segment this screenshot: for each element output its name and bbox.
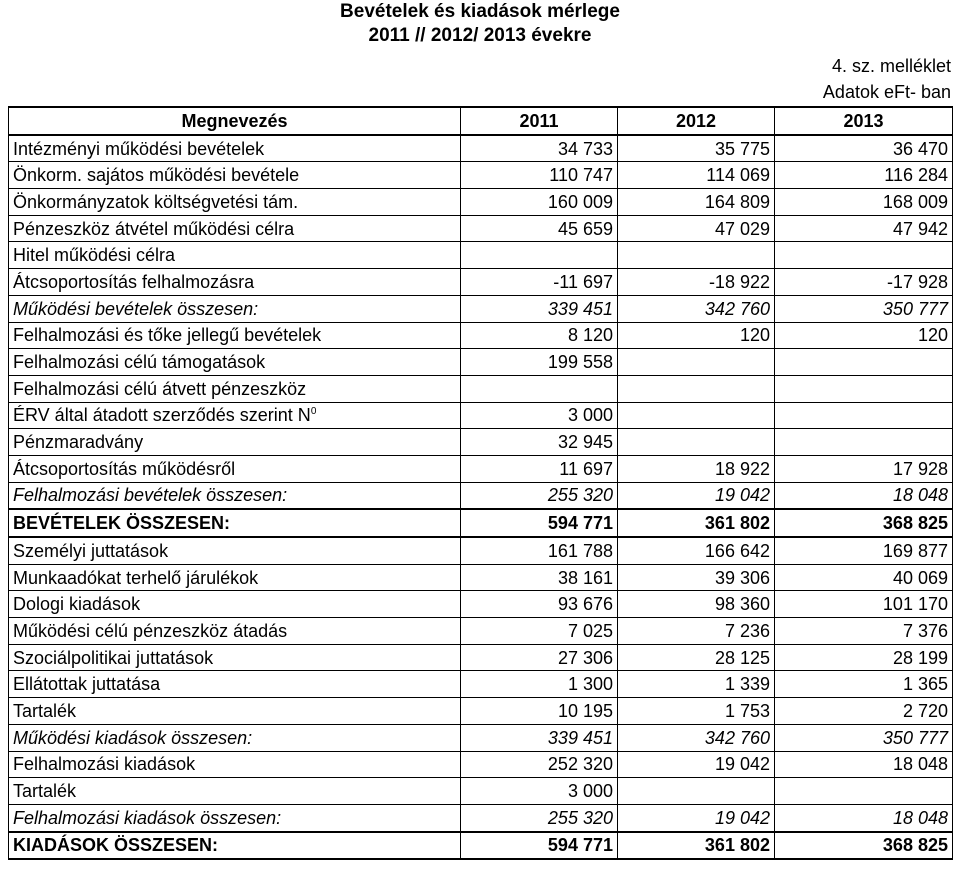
cell-2013 [775, 242, 953, 269]
row-label [9, 751, 461, 778]
cell-2012: 164 809 [618, 189, 775, 216]
cell-2013 [775, 778, 953, 805]
cell-2012: 19 042 [618, 751, 775, 778]
header-name: Megnevezés [9, 107, 461, 135]
row-label [9, 832, 461, 860]
cell-2013: 169 877 [775, 537, 953, 564]
table-row [9, 804, 953, 831]
cell-2013: 168 009 [775, 189, 953, 216]
cell-2012: -18 922 [618, 269, 775, 296]
row-label [9, 295, 461, 322]
cell-2012: 7 236 [618, 618, 775, 645]
table-row [9, 509, 953, 537]
table-row [9, 832, 953, 860]
row-label-text: Felhalmozási kiadások összesen: [13, 807, 282, 828]
cell-2012: 35 775 [618, 135, 775, 162]
row-label-text: Hitel működési célra [13, 245, 176, 266]
row-label [9, 402, 461, 429]
row-label [9, 349, 461, 376]
row-label [9, 564, 461, 591]
table-row [9, 778, 953, 805]
cell-2012 [618, 778, 775, 805]
cell-2011: 7 025 [461, 618, 618, 645]
row-label [9, 618, 461, 645]
table-row [9, 189, 953, 216]
cell-2012: 342 760 [618, 724, 775, 751]
header-2011: 2011 [461, 107, 618, 135]
table-row [9, 429, 953, 456]
row-label-text: Ellátottak juttatása [13, 674, 161, 695]
row-label [9, 724, 461, 751]
cell-2011: -11 697 [461, 269, 618, 296]
cell-2011: 3 000 [461, 402, 618, 429]
cell-2011 [461, 375, 618, 402]
cell-2011: 32 945 [461, 429, 618, 456]
cell-2013: 120 [775, 322, 953, 349]
table-row [9, 215, 953, 242]
row-label [9, 804, 461, 831]
table-row [9, 724, 953, 751]
table-row [9, 322, 953, 349]
cell-2013 [775, 349, 953, 376]
row-label-sup: 0 [310, 406, 317, 418]
table-header-row [9, 107, 953, 135]
row-label-text: Átcsoportosítás felhalmozásra [13, 271, 255, 292]
row-label-text: ÉRV által átadott szerződés szerint N [13, 405, 311, 426]
cell-2012 [618, 402, 775, 429]
row-label-text: Személyi juttatások [13, 540, 169, 561]
cell-2013: 350 777 [775, 295, 953, 322]
table-row [9, 618, 953, 645]
cell-2012: 361 802 [618, 509, 775, 537]
table-row [9, 644, 953, 671]
cell-2013: 1 365 [775, 671, 953, 698]
cell-2012: 28 125 [618, 644, 775, 671]
cell-2011: 199 558 [461, 349, 618, 376]
cell-2011: 1 300 [461, 671, 618, 698]
row-label-text: Tartalék [13, 700, 77, 721]
cell-2012: 114 069 [618, 162, 775, 189]
row-label-text: Felhalmozási célú támogatások [13, 352, 266, 373]
cell-2013 [775, 375, 953, 402]
row-label [9, 455, 461, 482]
cell-2012: 342 760 [618, 295, 775, 322]
row-label-text: Működési kiadások összesen: [13, 727, 253, 748]
document-title: Bevételek és kiadások mérlege [340, 1, 620, 22]
row-label-text: Tartalék [13, 781, 77, 802]
cell-2012 [618, 242, 775, 269]
cell-2013 [775, 429, 953, 456]
row-label-text: Felhalmozási kiadások [13, 754, 196, 775]
cell-2013: 17 928 [775, 455, 953, 482]
cell-2013: 2 720 [775, 698, 953, 725]
cell-2011: 255 320 [461, 482, 618, 509]
cell-2011: 27 306 [461, 644, 618, 671]
cell-2013: 18 048 [775, 482, 953, 509]
cell-2011: 34 733 [461, 135, 618, 162]
cell-2013: 40 069 [775, 564, 953, 591]
cell-2013: 18 048 [775, 804, 953, 831]
cell-2013: 47 942 [775, 215, 953, 242]
cell-2011: 594 771 [461, 832, 618, 860]
cell-2012: 361 802 [618, 832, 775, 860]
table-row [9, 402, 953, 429]
cell-2013: -17 928 [775, 269, 953, 296]
cell-2013: 101 170 [775, 591, 953, 618]
cell-2013: 36 470 [775, 135, 953, 162]
table-row [9, 698, 953, 725]
cell-2012: 39 306 [618, 564, 775, 591]
cell-2011: 252 320 [461, 751, 618, 778]
row-label [9, 537, 461, 564]
header-2012: 2012 [618, 107, 775, 135]
cell-2012: 166 642 [618, 537, 775, 564]
cell-2012 [618, 375, 775, 402]
row-label-text: Pénzmaradvány [13, 432, 144, 453]
row-label-text: Önkorm. sajátos működési bevétele [13, 165, 300, 186]
row-label [9, 698, 461, 725]
document-subtitle: 2011 // 2012/ 2013 évekre [368, 25, 592, 46]
attachment-label: 4. sz. melléklet [831, 56, 951, 76]
cell-2012 [618, 349, 775, 376]
cell-2011: 3 000 [461, 778, 618, 805]
header-2013: 2013 [775, 107, 953, 135]
row-label [9, 189, 461, 216]
cell-2011: 110 747 [461, 162, 618, 189]
balance-table [8, 106, 953, 860]
table-row [9, 295, 953, 322]
table-body [9, 135, 953, 860]
table-row [9, 375, 953, 402]
cell-2012: 1 753 [618, 698, 775, 725]
row-label-text: Munkaadókat terhelő járulékok [13, 567, 259, 588]
cell-2013: 7 376 [775, 618, 953, 645]
unit-label: Adatok eFt- ban [822, 82, 951, 102]
row-label [9, 482, 461, 509]
row-label-text: Felhalmozási célú átvett pénzeszköz [13, 378, 307, 399]
cell-2011: 38 161 [461, 564, 618, 591]
cell-2012: 19 042 [618, 804, 775, 831]
table-row [9, 751, 953, 778]
row-label [9, 644, 461, 671]
row-label-text: Szociálpolitikai juttatások [13, 647, 214, 668]
table-row [9, 162, 953, 189]
cell-2013: 350 777 [775, 724, 953, 751]
cell-2013: 368 825 [775, 832, 953, 860]
cell-2013: 116 284 [775, 162, 953, 189]
table-row [9, 455, 953, 482]
cell-2011: 8 120 [461, 322, 618, 349]
row-label-text: Dologi kiadások [13, 594, 141, 615]
row-label [9, 269, 461, 296]
row-label [9, 242, 461, 269]
row-label [9, 429, 461, 456]
table-row [9, 564, 953, 591]
row-label-text: Működési bevételek összesen: [13, 298, 259, 319]
cell-2013: 28 199 [775, 644, 953, 671]
row-label [9, 778, 461, 805]
row-label [9, 375, 461, 402]
table-row [9, 591, 953, 618]
cell-2011 [461, 242, 618, 269]
cell-2013 [775, 402, 953, 429]
cell-2011: 11 697 [461, 455, 618, 482]
table-row [9, 242, 953, 269]
cell-2011: 160 009 [461, 189, 618, 216]
cell-2012: 1 339 [618, 671, 775, 698]
table-row [9, 135, 953, 162]
row-label [9, 671, 461, 698]
row-label-text: Intézményi működési bevételek [13, 138, 265, 159]
cell-2011: 339 451 [461, 295, 618, 322]
cell-2012: 18 922 [618, 455, 775, 482]
cell-2011: 255 320 [461, 804, 618, 831]
cell-2011: 339 451 [461, 724, 618, 751]
row-label [9, 135, 461, 162]
row-label-text: KIADÁSOK ÖSSZESEN: [13, 835, 219, 856]
cell-2012: 98 360 [618, 591, 775, 618]
table-row [9, 349, 953, 376]
cell-2011: 161 788 [461, 537, 618, 564]
cell-2012: 120 [618, 322, 775, 349]
row-label [9, 509, 461, 537]
row-label-text: Felhalmozási és tőke jellegű bevételek [13, 325, 322, 346]
cell-2011: 10 195 [461, 698, 618, 725]
row-label-text: Működési célú pénzeszköz átadás [13, 620, 288, 641]
cell-2011: 93 676 [461, 591, 618, 618]
table-row [9, 482, 953, 509]
row-label [9, 591, 461, 618]
row-label [9, 215, 461, 242]
row-label-text: Felhalmozási bevételek összesen: [13, 485, 288, 506]
row-label-text: Pénzeszköz átvétel működési célra [13, 218, 295, 239]
cell-2011: 594 771 [461, 509, 618, 537]
row-label-text: Önkormányzatok költségvetési tám. [13, 191, 299, 212]
row-label [9, 322, 461, 349]
cell-2012: 19 042 [618, 482, 775, 509]
table-row [9, 537, 953, 564]
cell-2013: 368 825 [775, 509, 953, 537]
table-row [9, 269, 953, 296]
table-row [9, 671, 953, 698]
row-label [9, 162, 461, 189]
cell-2012 [618, 429, 775, 456]
cell-2013: 18 048 [775, 751, 953, 778]
row-label-text: Átcsoportosítás működésről [13, 458, 236, 479]
cell-2011: 45 659 [461, 215, 618, 242]
row-label-text: BEVÉTELEK ÖSSZESEN: [13, 513, 231, 534]
cell-2012: 47 029 [618, 215, 775, 242]
